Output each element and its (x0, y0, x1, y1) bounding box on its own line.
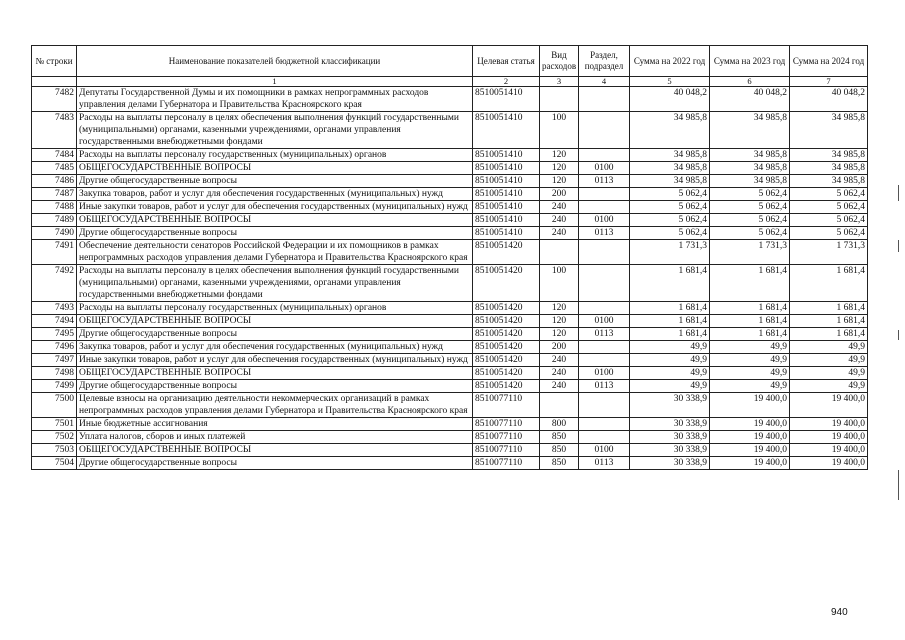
column-number: 5 (630, 77, 710, 87)
scan-edge-mark (898, 330, 899, 340)
cell-row-no: 7485 (32, 162, 77, 175)
cell-row-no: 7493 (32, 302, 77, 315)
cell-expense-type: 240 (540, 201, 579, 214)
cell-indicator-name: Закупка товаров, работ и услуг для обеспечения государственных (муниципальных) нужд (77, 341, 473, 354)
cell-indicator-name: Уплата налогов, сборов и иных платежей (77, 431, 473, 444)
table-row (32, 87, 868, 112)
table-body (32, 87, 868, 470)
cell-expense-type: 240 (540, 380, 579, 393)
cell-expense-type: 120 (540, 162, 579, 175)
cell-target-article: 8510051410 (473, 227, 540, 240)
cell-section: 0113 (579, 328, 630, 341)
cell-section (579, 240, 630, 265)
table-row (32, 328, 868, 341)
cell-sum-2024: 34 985,8 (790, 112, 868, 149)
cell-indicator-name: ОБЩЕГОСУДАРСТВЕННЫЕ ВОПРОСЫ (77, 214, 473, 227)
scan-edge-mark (898, 185, 899, 201)
cell-indicator-name: Иные бюджетные ассигнования (77, 418, 473, 431)
cell-sum-2022: 1 681,4 (630, 315, 710, 328)
cell-section (579, 418, 630, 431)
cell-sum-2023: 19 400,0 (710, 418, 790, 431)
table-header (32, 46, 868, 87)
cell-sum-2023: 49,9 (710, 341, 790, 354)
cell-indicator-name: Другие общегосударственные вопросы (77, 328, 473, 341)
cell-indicator-name: Другие общегосударственные вопросы (77, 380, 473, 393)
column-number: 1 (77, 77, 473, 87)
cell-expense-type: 240 (540, 227, 579, 240)
cell-sum-2023: 34 985,8 (710, 175, 790, 188)
cell-expense-type: 200 (540, 188, 579, 201)
cell-expense-type: 240 (540, 214, 579, 227)
cell-row-no: 7490 (32, 227, 77, 240)
cell-sum-2023: 5 062,4 (710, 227, 790, 240)
cell-indicator-name: Другие общегосударственные вопросы (77, 227, 473, 240)
cell-row-no: 7491 (32, 240, 77, 265)
cell-target-article: 8510051410 (473, 162, 540, 175)
cell-section (579, 354, 630, 367)
cell-sum-2023: 49,9 (710, 354, 790, 367)
cell-sum-2024: 19 400,0 (790, 457, 868, 470)
cell-sum-2024: 1 731,3 (790, 240, 868, 265)
table-row (32, 393, 868, 418)
cell-row-no: 7499 (32, 380, 77, 393)
header-sum-2024: Сумма на 2024 год (790, 46, 868, 77)
cell-sum-2023: 1 731,3 (710, 240, 790, 265)
column-number: 6 (710, 77, 790, 87)
cell-section (579, 302, 630, 315)
table-row (32, 188, 868, 201)
header-sum-2022: Сумма на 2022 год (630, 46, 710, 77)
cell-sum-2022: 34 985,8 (630, 175, 710, 188)
cell-section (579, 265, 630, 302)
cell-expense-type: 100 (540, 265, 579, 302)
cell-section (579, 149, 630, 162)
table-row (32, 367, 868, 380)
cell-row-no: 7489 (32, 214, 77, 227)
cell-sum-2023: 19 400,0 (710, 431, 790, 444)
cell-indicator-name: ОБЩЕГОСУДАРСТВЕННЫЕ ВОПРОСЫ (77, 367, 473, 380)
cell-sum-2022: 30 338,9 (630, 444, 710, 457)
table-row (32, 457, 868, 470)
table-row (32, 227, 868, 240)
cell-row-no: 7483 (32, 112, 77, 149)
table-row (32, 418, 868, 431)
column-number: 4 (579, 77, 630, 87)
cell-sum-2022: 30 338,9 (630, 457, 710, 470)
cell-sum-2024: 1 681,4 (790, 302, 868, 315)
cell-sum-2024: 5 062,4 (790, 188, 868, 201)
cell-expense-type: 200 (540, 341, 579, 354)
cell-section: 0100 (579, 367, 630, 380)
cell-row-no: 7486 (32, 175, 77, 188)
cell-sum-2022: 34 985,8 (630, 112, 710, 149)
header-target-article: Целевая статья (473, 46, 540, 77)
cell-target-article: 8510051410 (473, 149, 540, 162)
cell-section: 0100 (579, 444, 630, 457)
cell-section: 0113 (579, 175, 630, 188)
cell-sum-2024: 19 400,0 (790, 444, 868, 457)
cell-sum-2024: 40 048,2 (790, 87, 868, 112)
table-row (32, 315, 868, 328)
table-row (32, 431, 868, 444)
cell-target-article: 8510051410 (473, 112, 540, 149)
cell-section: 0100 (579, 315, 630, 328)
cell-expense-type: 850 (540, 457, 579, 470)
cell-sum-2022: 30 338,9 (630, 418, 710, 431)
header-expense-type: Вид расходов (540, 46, 579, 77)
table-row (32, 380, 868, 393)
cell-sum-2022: 40 048,2 (630, 87, 710, 112)
cell-sum-2023: 19 400,0 (710, 457, 790, 470)
cell-indicator-name: ОБЩЕГОСУДАРСТВЕННЫЕ ВОПРОСЫ (77, 162, 473, 175)
cell-target-article: 8510077110 (473, 393, 540, 418)
table-row (32, 201, 868, 214)
cell-section (579, 431, 630, 444)
cell-target-article: 8510051420 (473, 328, 540, 341)
table-row (32, 175, 868, 188)
column-numbers-row (32, 77, 868, 87)
cell-row-no: 7488 (32, 201, 77, 214)
cell-row-no: 7484 (32, 149, 77, 162)
cell-expense-type: 850 (540, 431, 579, 444)
column-number: 2 (473, 77, 540, 87)
cell-expense-type: 120 (540, 315, 579, 328)
cell-row-no: 7501 (32, 418, 77, 431)
table-row (32, 240, 868, 265)
cell-sum-2023: 34 985,8 (710, 112, 790, 149)
cell-target-article: 8510051420 (473, 240, 540, 265)
cell-row-no: 7502 (32, 431, 77, 444)
table-row (32, 162, 868, 175)
cell-expense-type: 240 (540, 354, 579, 367)
cell-target-article: 8510077110 (473, 457, 540, 470)
table-row (32, 112, 868, 149)
cell-sum-2024: 34 985,8 (790, 175, 868, 188)
cell-sum-2023: 40 048,2 (710, 87, 790, 112)
cell-expense-type: 120 (540, 149, 579, 162)
cell-sum-2022: 30 338,9 (630, 393, 710, 418)
cell-sum-2022: 49,9 (630, 380, 710, 393)
cell-target-article: 8510077110 (473, 418, 540, 431)
cell-indicator-name: Целевые взносы на организацию деятельности некоммерческих организаций в рамках непрограммных расходов управления делами Губернатора и Правительства Красноярского края (77, 393, 473, 418)
cell-sum-2023: 49,9 (710, 380, 790, 393)
cell-sum-2023: 5 062,4 (710, 214, 790, 227)
cell-section (579, 188, 630, 201)
header-sum-2023: Сумма на 2023 год (710, 46, 790, 77)
cell-sum-2022: 1 681,4 (630, 328, 710, 341)
cell-indicator-name: Обеспечение деятельности сенаторов Российской Федерации и их помощников в рамках непрограммных расходов управления делами Губернатора и Правительства Красноярского края (77, 240, 473, 265)
cell-sum-2024: 19 400,0 (790, 418, 868, 431)
cell-sum-2023: 19 400,0 (710, 393, 790, 418)
cell-section: 0113 (579, 457, 630, 470)
cell-sum-2022: 49,9 (630, 354, 710, 367)
cell-row-no: 7494 (32, 315, 77, 328)
cell-row-no: 7482 (32, 87, 77, 112)
cell-section (579, 201, 630, 214)
cell-expense-type: 800 (540, 418, 579, 431)
cell-expense-type: 120 (540, 302, 579, 315)
cell-indicator-name: Другие общегосударственные вопросы (77, 175, 473, 188)
cell-sum-2023: 34 985,8 (710, 162, 790, 175)
cell-sum-2022: 34 985,8 (630, 162, 710, 175)
scan-edge-mark (898, 240, 899, 252)
cell-indicator-name: Расходы на выплаты персоналу в целях обеспечения выполнения функций государственными (муниципальными) органами, казенными учреждениями, органами управления государственными внебюджетными фондами (77, 112, 473, 149)
cell-sum-2023: 1 681,4 (710, 315, 790, 328)
cell-section: 0100 (579, 162, 630, 175)
budget-table (31, 45, 868, 470)
cell-target-article: 8510051420 (473, 367, 540, 380)
cell-sum-2024: 1 681,4 (790, 315, 868, 328)
table-row (32, 341, 868, 354)
cell-sum-2023: 49,9 (710, 367, 790, 380)
cell-row-no: 7504 (32, 457, 77, 470)
cell-sum-2022: 1 681,4 (630, 265, 710, 302)
cell-indicator-name: Иные закупки товаров, работ и услуг для обеспечения государственных (муниципальных) нужд (77, 354, 473, 367)
table-row (32, 354, 868, 367)
cell-sum-2023: 1 681,4 (710, 302, 790, 315)
cell-indicator-name: ОБЩЕГОСУДАРСТВЕННЫЕ ВОПРОСЫ (77, 444, 473, 457)
cell-sum-2024: 49,9 (790, 367, 868, 380)
cell-row-no: 7492 (32, 265, 77, 302)
cell-sum-2023: 1 681,4 (710, 265, 790, 302)
table-row (32, 149, 868, 162)
cell-sum-2024: 19 400,0 (790, 393, 868, 418)
cell-sum-2024: 5 062,4 (790, 201, 868, 214)
table-row (32, 214, 868, 227)
cell-sum-2022: 34 985,8 (630, 149, 710, 162)
cell-sum-2023: 34 985,8 (710, 149, 790, 162)
cell-row-no: 7497 (32, 354, 77, 367)
cell-target-article: 8510051410 (473, 175, 540, 188)
cell-sum-2022: 1 731,3 (630, 240, 710, 265)
cell-sum-2023: 19 400,0 (710, 444, 790, 457)
column-number: 7 (790, 77, 868, 87)
cell-indicator-name: Другие общегосударственные вопросы (77, 457, 473, 470)
cell-sum-2024: 49,9 (790, 380, 868, 393)
header-section: Раздел, подраздел (579, 46, 630, 77)
cell-row-no: 7503 (32, 444, 77, 457)
cell-sum-2022: 5 062,4 (630, 201, 710, 214)
cell-expense-type: 240 (540, 367, 579, 380)
cell-sum-2023: 1 681,4 (710, 328, 790, 341)
cell-indicator-name: ОБЩЕГОСУДАРСТВЕННЫЕ ВОПРОСЫ (77, 315, 473, 328)
cell-target-article: 8510051420 (473, 341, 540, 354)
cell-expense-type (540, 393, 579, 418)
cell-sum-2024: 5 062,4 (790, 214, 868, 227)
cell-expense-type (540, 240, 579, 265)
cell-target-article: 8510051410 (473, 214, 540, 227)
cell-target-article: 8510077110 (473, 431, 540, 444)
column-number (32, 77, 77, 87)
cell-row-no: 7498 (32, 367, 77, 380)
cell-sum-2024: 34 985,8 (790, 162, 868, 175)
cell-target-article: 8510051420 (473, 265, 540, 302)
cell-target-article: 8510051420 (473, 380, 540, 393)
cell-row-no: 7496 (32, 341, 77, 354)
cell-indicator-name: Иные закупки товаров, работ и услуг для обеспечения государственных (муниципальных) нужд (77, 201, 473, 214)
cell-section (579, 393, 630, 418)
cell-indicator-name: Расходы на выплаты персоналу в целях обеспечения выполнения функций государственными (муниципальными) органами, казенными учреждениями, органами управления государственными внебюджетными фондами (77, 265, 473, 302)
cell-expense-type: 120 (540, 175, 579, 188)
cell-section: 0113 (579, 227, 630, 240)
cell-target-article: 8510051420 (473, 302, 540, 315)
cell-sum-2022: 5 062,4 (630, 214, 710, 227)
cell-expense-type: 850 (540, 444, 579, 457)
page-number: 940 (831, 607, 848, 618)
cell-indicator-name: Расходы на выплаты персоналу государственных (муниципальных) органов (77, 149, 473, 162)
cell-sum-2023: 5 062,4 (710, 201, 790, 214)
table-row (32, 444, 868, 457)
cell-sum-2022: 5 062,4 (630, 227, 710, 240)
cell-expense-type: 100 (540, 112, 579, 149)
cell-sum-2022: 49,9 (630, 367, 710, 380)
cell-indicator-name: Депутаты Государственной Думы и их помощники в рамках непрограммных расходов управления делами Губернатора и Правительства Красноярского края (77, 87, 473, 112)
cell-sum-2024: 19 400,0 (790, 431, 868, 444)
cell-sum-2022: 1 681,4 (630, 302, 710, 315)
header-row-no: № строки (32, 46, 77, 77)
cell-target-article: 8510051420 (473, 354, 540, 367)
cell-sum-2024: 1 681,4 (790, 265, 868, 302)
cell-sum-2024: 34 985,8 (790, 149, 868, 162)
cell-section: 0113 (579, 380, 630, 393)
cell-expense-type (540, 87, 579, 112)
cell-sum-2022: 49,9 (630, 341, 710, 354)
cell-row-no: 7487 (32, 188, 77, 201)
scan-edge-mark (898, 470, 899, 500)
cell-sum-2023: 5 062,4 (710, 188, 790, 201)
cell-target-article: 8510051410 (473, 201, 540, 214)
cell-section (579, 341, 630, 354)
cell-target-article: 8510051420 (473, 315, 540, 328)
cell-target-article: 8510051410 (473, 87, 540, 112)
cell-sum-2022: 5 062,4 (630, 188, 710, 201)
cell-sum-2024: 49,9 (790, 354, 868, 367)
cell-row-no: 7500 (32, 393, 77, 418)
cell-indicator-name: Закупка товаров, работ и услуг для обеспечения государственных (муниципальных) нужд (77, 188, 473, 201)
table-row (32, 265, 868, 302)
cell-section (579, 87, 630, 112)
cell-section (579, 112, 630, 149)
cell-sum-2024: 1 681,4 (790, 328, 868, 341)
cell-section: 0100 (579, 214, 630, 227)
cell-indicator-name: Расходы на выплаты персоналу государственных (муниципальных) органов (77, 302, 473, 315)
cell-row-no: 7495 (32, 328, 77, 341)
header-indicator-name: Наименование показателей бюджетной классификации (77, 46, 473, 77)
cell-expense-type: 120 (540, 328, 579, 341)
cell-target-article: 8510077110 (473, 444, 540, 457)
cell-sum-2024: 49,9 (790, 341, 868, 354)
column-number: 3 (540, 77, 579, 87)
cell-sum-2022: 30 338,9 (630, 431, 710, 444)
table-row (32, 302, 868, 315)
cell-target-article: 8510051410 (473, 188, 540, 201)
cell-sum-2024: 5 062,4 (790, 227, 868, 240)
